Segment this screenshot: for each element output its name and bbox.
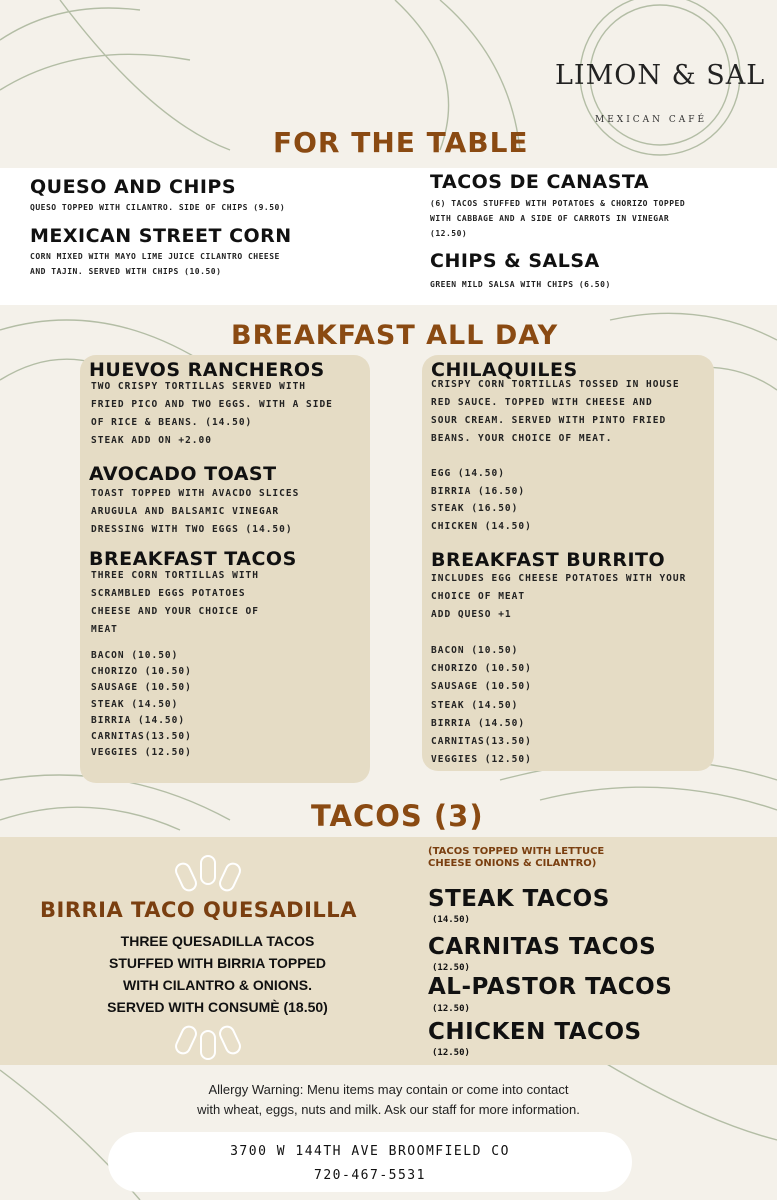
item-name-street-corn: MEXICAN STREET CORN: [30, 225, 292, 247]
desc-line: THREE QUESADILLA TACOS: [120, 933, 315, 949]
item-name-queso: QUESO AND CHIPS: [30, 176, 237, 198]
item-name-steak-tacos: STEAK TACOS: [428, 886, 610, 912]
item-price-chicken-tacos: (12.50): [432, 1048, 470, 1058]
sparkle-icon: [200, 1030, 216, 1060]
tacos-topping-note: [428, 846, 604, 870]
logo: [555, 60, 766, 125]
item-name-carnitas-tacos: CARNITAS TACOS: [428, 934, 657, 960]
option-item: STEAK (14.50): [91, 698, 179, 710]
option-item: VEGGIES (12.50): [91, 747, 192, 759]
option-item: BACON (10.50): [431, 645, 519, 656]
item-name-tacos-canasta: TACOS DE CANASTA: [430, 171, 650, 193]
item-price-carnitas-tacos: (12.50): [432, 963, 470, 973]
item-price-al-pastor-tacos: (12.50): [432, 1004, 470, 1014]
item-name-avocado-toast: AVOCADO TOAST: [89, 463, 277, 485]
desc-line: MEAT: [91, 624, 118, 635]
desc-line: SCRAMBLED EGGS POTATOES: [91, 588, 246, 599]
item-desc-huevos: [91, 378, 366, 450]
allergy-line: Allergy Warning: Menu items may contain or come into contact: [208, 1082, 569, 1097]
desc-line: CHEESE AND YOUR CHOICE OF: [91, 606, 259, 617]
item-desc-street-corn-1: CORN MIXED WITH MAYO LIME JUICE CILANTRO CHEESE: [30, 252, 280, 261]
desc-line: SERVED WITH CONSUMÈ (18.50): [107, 999, 328, 1015]
item-name-breakfast-tacos: BREAKFAST TACOS: [89, 548, 297, 570]
option-item: BACON (10.50): [91, 650, 179, 661]
item-name-breakfast-burrito: BREAKFAST BURRITO: [431, 549, 666, 571]
item-desc-canasta-3: (12.50): [430, 229, 468, 238]
item-desc-breakfast-tacos: [91, 567, 366, 639]
option-item: CHORIZO (10.50): [431, 663, 532, 675]
option-item: BIRRIA (14.50): [91, 714, 186, 726]
item-desc-canasta-2: WITH CABBAGE AND A SIDE OF CARROTS IN VINEGAR: [430, 214, 670, 223]
item-name-al-pastor-tacos: AL-PASTOR TACOS: [428, 974, 673, 1000]
section-title-tacos: TACOS (3): [311, 799, 484, 833]
item-name-huevos: HUEVOS RANCHEROS: [89, 359, 325, 381]
desc-line: CHOICE OF MEAT: [431, 591, 526, 602]
desc-line: TWO CRISPY TORTILLAS SERVED WITH: [91, 381, 307, 392]
item-desc-birria-quesadilla: [80, 930, 355, 1018]
option-item: STEAK (14.50): [431, 699, 519, 711]
section-title-for-the-table: FOR THE TABLE: [273, 126, 529, 159]
phone-number: 720-467-5531: [314, 1168, 426, 1183]
item-desc-avocado: [91, 485, 366, 539]
sparkle-icon: [200, 855, 216, 885]
desc-line: FRIED PICO AND TWO EGGS. WITH A SIDE: [91, 399, 333, 410]
option-item: STEAK (16.50): [431, 503, 519, 514]
desc-line: TOAST TOPPED WITH AVACDO SLICES: [91, 488, 300, 499]
item-name-chilaquiles: CHILAQUILES: [431, 359, 578, 381]
address-box: [108, 1132, 632, 1192]
desc-line: ARUGULA AND BALSAMIC VINEGAR: [91, 506, 280, 517]
option-item: CARNITAS(13.50): [91, 731, 192, 743]
desc-line: BEANS. YOUR CHOICE OF MEAT.: [431, 433, 613, 444]
option-item: BIRRIA (14.50): [431, 717, 526, 729]
desc-line: RED SAUCE. TOPPED WITH CHEESE AND: [431, 397, 653, 408]
item-desc-chips-salsa: GREEN MILD SALSA WITH CHIPS (6.50): [430, 280, 611, 289]
note-line: CHEESE ONIONS & CILANTRO): [428, 858, 597, 869]
item-name-chips-salsa: CHIPS & SALSA: [430, 250, 600, 272]
option-item: SAUSAGE (10.50): [431, 681, 532, 693]
burrito-options: [431, 642, 532, 769]
option-item: CARNITAS(13.50): [431, 736, 532, 748]
option-item: CHORIZO (10.50): [91, 666, 192, 678]
item-name-birria-quesadilla: BIRRIA TACO QUESADILLA: [40, 898, 357, 922]
item-desc-street-corn-2: AND TAJIN. SERVED WITH CHIPS (10.50): [30, 267, 222, 276]
item-price-steak-tacos: (14.50): [432, 915, 470, 925]
desc-line: THREE CORN TORTILLAS WITH: [91, 570, 259, 581]
allergy-warning: [130, 1080, 647, 1120]
option-item: SAUSAGE (10.50): [91, 682, 192, 694]
note-line: (TACOS TOPPED WITH LETTUCE: [428, 846, 605, 857]
section-title-breakfast: BREAKFAST ALL DAY: [231, 320, 559, 351]
desc-line: DRESSING WITH TWO EGGS (14.50): [91, 524, 293, 535]
option-item: EGG (14.50): [431, 468, 505, 479]
item-desc-canasta-1: (6) TACOS STUFFED WITH POTATOES & CHORIZO TOPPED: [430, 199, 686, 208]
desc-line: SOUR CREAM. SERVED WITH PINTO FRIED: [431, 415, 667, 426]
chilaquiles-options: [431, 465, 532, 535]
item-desc-burrito: [431, 570, 716, 624]
option-item: VEGGIES (12.50): [431, 754, 532, 766]
desc-line: CRISPY CORN TORTILLAS TOSSED IN HOUSE: [431, 379, 680, 390]
breakfast-tacos-options: [91, 648, 192, 761]
desc-line: OF RICE & BEANS. (14.50): [91, 417, 253, 428]
desc-line: INCLUDES EGG CHEESE POTATOES WITH YOUR: [431, 573, 687, 584]
address: 3700 W 144TH AVE BROOMFIELD CO: [230, 1144, 510, 1159]
item-desc-chilaquiles: [431, 376, 716, 448]
option-item: BIRRIA (16.50): [431, 485, 526, 497]
logo-name: LIMON & SAL: [555, 60, 766, 91]
option-item: CHICKEN (14.50): [431, 520, 532, 532]
item-name-chicken-tacos: CHICKEN TACOS: [428, 1019, 642, 1045]
desc-line: STEAK ADD ON +2.00: [91, 435, 212, 446]
desc-line: STUFFED WITH BIRRIA TOPPED: [109, 955, 326, 971]
item-desc-queso: QUESO TOPPED WITH CILANTRO. SIDE OF CHIPS (9.50): [30, 203, 286, 212]
allergy-line: with wheat, eggs, nuts and milk. Ask our staff for more information.: [197, 1102, 580, 1117]
desc-line: WITH CILANTRO & ONIONS.: [123, 977, 312, 993]
desc-line: ADD QUESO +1: [431, 609, 512, 620]
logo-tagline: MEXICAN CAFÉ: [595, 115, 708, 125]
